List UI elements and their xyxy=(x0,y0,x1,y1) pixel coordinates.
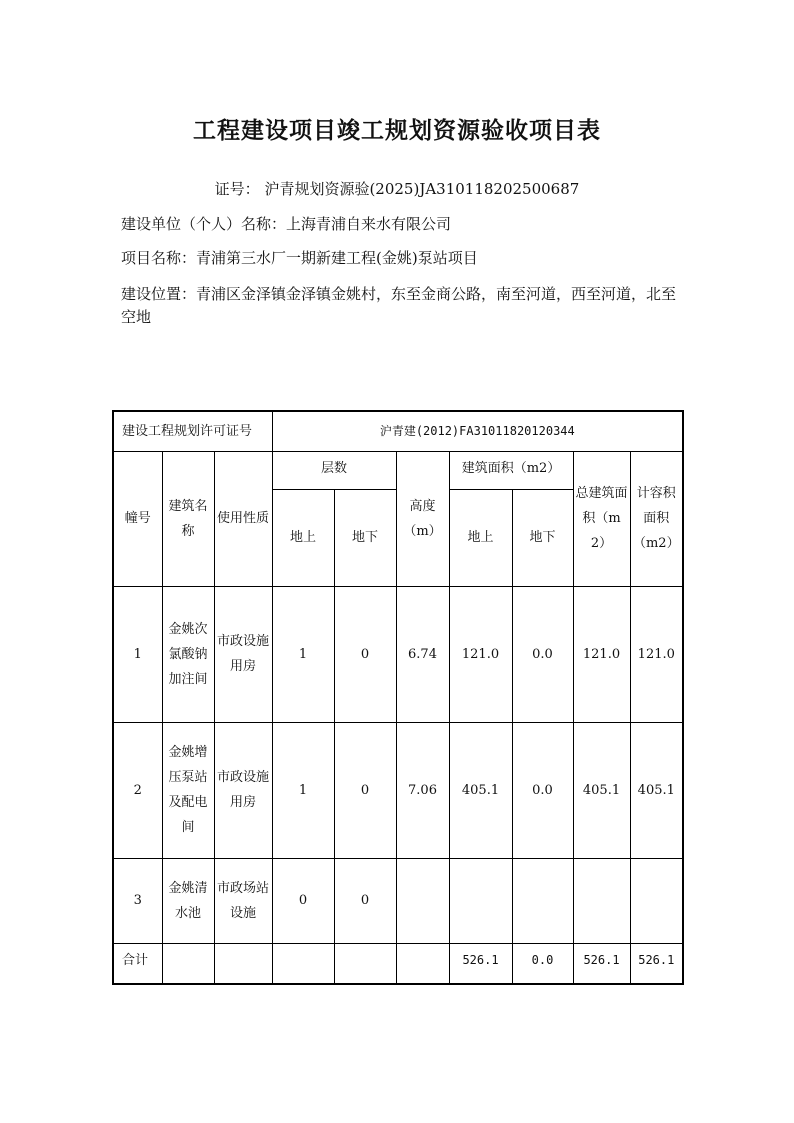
cell-floors-above: 1 xyxy=(272,586,334,722)
cell-area-below: 0.0 xyxy=(512,586,573,722)
table-row xyxy=(113,586,683,722)
applicant-name: 建设单位（个人）名称：上海青浦自来水有限公司 xyxy=(121,215,452,233)
cell-height: 6.74 xyxy=(396,586,449,722)
total-far-area: 526.1 xyxy=(630,943,683,984)
header-floors-below: 地下 xyxy=(334,489,396,586)
cell-area-below xyxy=(512,858,573,943)
certificate-number: 证号： 沪青规划资源验(2025)JA310118202500687 xyxy=(214,180,580,198)
header-row-1 xyxy=(113,451,683,489)
empty-cell xyxy=(334,943,396,984)
cell-no: 2 xyxy=(113,722,162,858)
header-bldg-no: 幢号 xyxy=(113,451,162,586)
header-area-below: 地下 xyxy=(512,489,573,586)
cell-far-area: 405.1 xyxy=(630,722,683,858)
cell-name: 金姚清水池 xyxy=(162,858,214,943)
total-area-above: 526.1 xyxy=(449,943,512,984)
empty-cell xyxy=(272,943,334,984)
table-row xyxy=(113,858,683,943)
cell-far-area: 121.0 xyxy=(630,586,683,722)
cell-height: 7.06 xyxy=(396,722,449,858)
total-area-below: 0.0 xyxy=(512,943,573,984)
acceptance-table xyxy=(112,410,684,985)
page-title: 工程建设项目竣工规划资源验收项目表 xyxy=(193,117,601,144)
total-row xyxy=(113,943,683,984)
cell-name: 金姚次氯酸钠加注间 xyxy=(162,586,214,722)
cell-floors-below: 0 xyxy=(334,586,396,722)
cell-usage: 市政设施用房 xyxy=(214,722,272,858)
cell-floors-above: 1 xyxy=(272,722,334,858)
header-bldg-name: 建筑名称 xyxy=(162,451,214,586)
header-far-area: 计容积面积（m2） xyxy=(630,451,683,586)
cell-no: 3 xyxy=(113,858,162,943)
empty-cell xyxy=(162,943,214,984)
project-name: 项目名称：青浦第三水厂一期新建工程(金姚)泵站项目 xyxy=(121,249,478,267)
header-height: 高度（m） xyxy=(396,451,449,586)
permit-row xyxy=(113,411,683,451)
construction-location: 建设位置：青浦区金泽镇金泽镇金姚村，东至金商公路，南至河道，西至河道，北至空地 xyxy=(121,285,677,326)
cell-area-above: 121.0 xyxy=(449,586,512,722)
cell-area-above: 405.1 xyxy=(449,722,512,858)
cell-far-area xyxy=(630,858,683,943)
total-label: 合计 xyxy=(113,943,162,984)
cell-floors-below: 0 xyxy=(334,858,396,943)
total-total-area: 526.1 xyxy=(573,943,630,984)
header-total-area: 总建筑面积（m2） xyxy=(573,451,630,586)
cell-no: 1 xyxy=(113,586,162,722)
permit-number: 沪青建(2012)FA31011820120344 xyxy=(272,411,683,451)
table-row xyxy=(113,722,683,858)
empty-cell xyxy=(396,943,449,984)
cell-usage: 市政场站设施 xyxy=(214,858,272,943)
cell-height xyxy=(396,858,449,943)
cell-total-area: 405.1 xyxy=(573,722,630,858)
cell-usage: 市政设施用房 xyxy=(214,586,272,722)
header-area-above: 地上 xyxy=(449,489,512,586)
cell-area-below: 0.0 xyxy=(512,722,573,858)
header-usage: 使用性质 xyxy=(214,451,272,586)
cell-name: 金姚增压泵站及配电间 xyxy=(162,722,214,858)
empty-cell xyxy=(214,943,272,984)
cell-total-area: 121.0 xyxy=(573,586,630,722)
header-floors: 层数 xyxy=(272,451,396,489)
permit-label: 建设工程规划许可证号 xyxy=(113,411,272,451)
header-floors-above: 地上 xyxy=(272,489,334,586)
cell-area-above xyxy=(449,858,512,943)
header-building-area: 建筑面积（m2） xyxy=(449,451,573,489)
cell-floors-below: 0 xyxy=(334,722,396,858)
cell-total-area xyxy=(573,858,630,943)
cell-floors-above: 0 xyxy=(272,858,334,943)
